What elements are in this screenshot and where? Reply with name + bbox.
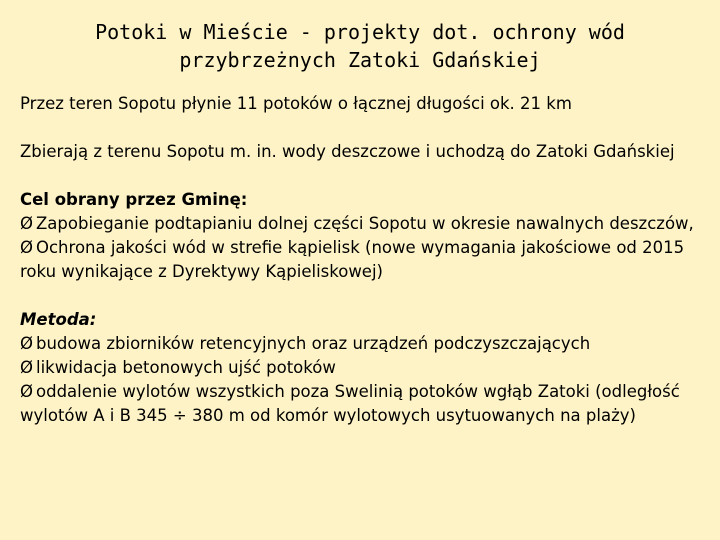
slide-title [40, 18, 680, 74]
arrow-bullet-icon: Ø [20, 382, 33, 401]
title-line-1: Potoki w Mieście - projekty dot. ochrony wód [95, 20, 625, 44]
method-heading: Metoda: [20, 310, 97, 329]
arrow-bullet-icon: Ø [20, 334, 33, 353]
method-section [20, 308, 710, 428]
method-item-text: likwidacja betonowych ujść potoków [36, 358, 336, 377]
goal-section [20, 188, 710, 284]
collect-paragraph: Zbierają z terenu Sopotu m. in. wody deszczowe i uchodzą do Zatoki Gdańskiej [20, 142, 675, 161]
method-item [20, 356, 710, 380]
method-item-text: budowa zbiorników retencyjnych oraz urządzeń podczyszczających [36, 334, 591, 353]
goal-item-text: Zapobieganie podtapianiu dolnej części Sopotu w okresie nawalnych deszczów, [36, 214, 694, 233]
method-item [20, 380, 710, 428]
goal-item [20, 236, 710, 284]
method-item [20, 332, 710, 356]
method-item-text: oddalenie wylotów wszystkich poza Swelinią potoków wgłąb Zatoki (odległość wylotów A i B 345 ÷ 380 m od komór wylotowych usytuowanych na plaży) [20, 382, 680, 425]
arrow-bullet-icon: Ø [20, 238, 33, 257]
goal-item-text: Ochrona jakości wód w strefie kąpielisk (nowe wymagania jakościowe od 2015 roku wynikające z Dyrektywy Kąpieliskowej) [20, 238, 685, 281]
goal-item [20, 212, 710, 236]
title-line-2: przybrzeżnych Zatoki Gdańskiej [179, 48, 541, 72]
goal-heading: Cel obrany przez Gminę: [20, 190, 248, 209]
slide-body [20, 92, 710, 428]
arrow-bullet-icon: Ø [20, 214, 33, 233]
arrow-bullet-icon: Ø [20, 358, 33, 377]
intro-paragraph: Przez teren Sopotu płynie 11 potoków o łącznej długości ok. 21 km [20, 94, 572, 113]
